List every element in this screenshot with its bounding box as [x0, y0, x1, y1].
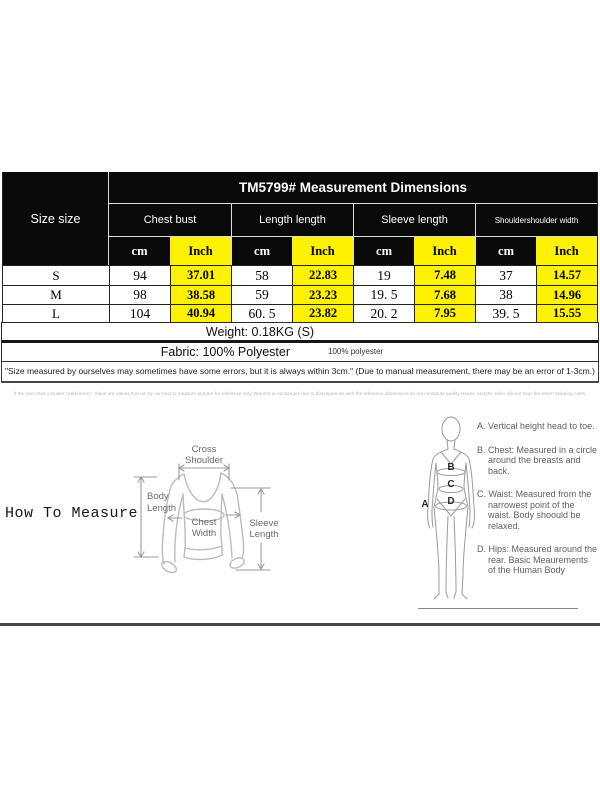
measurement-cell: 94: [109, 265, 170, 285]
measurement-cell: 19. 5: [353, 285, 414, 304]
unit-header-cm: cm: [231, 237, 292, 265]
weight-text: Weight: 0.18KG (S): [205, 324, 315, 339]
measurement-cell: 37: [475, 265, 536, 285]
cross-shoulder-label: Cross: [191, 444, 217, 455]
measurement-cell: 37.01: [170, 265, 231, 285]
fabric-row: [1, 343, 599, 362]
instruction-c: C. Waist: Measured from the narrowest point of the waist. Body shoould be relaxed.: [477, 489, 592, 531]
measurement-cell: 23.23: [292, 285, 353, 304]
measurement-cell: 7.95: [414, 304, 475, 322]
measurement-cell: 104: [109, 304, 170, 322]
chest-width-label: Chest: [191, 517, 217, 528]
sleeve-length-label: Length: [249, 529, 279, 540]
unit-header-cm: cm: [475, 237, 536, 265]
instruction-a: A. Vertical height head to toe.: [477, 421, 595, 431]
unit-header-cm: cm: [353, 237, 414, 265]
measurement-cell: 7.68: [414, 285, 475, 304]
fabric-text: Fabric: 100% Polyester: [160, 344, 291, 359]
unit-header-inch: Inch: [170, 237, 231, 265]
measurement-cell: 23.82: [292, 304, 353, 322]
group-header-sleeve: Sleeve length: [353, 204, 475, 237]
measurement-cell: 19: [353, 265, 414, 285]
size-label: S: [3, 265, 109, 285]
group-header-chest: Chest bust: [109, 204, 231, 237]
garment-measure-diagram: [118, 436, 296, 588]
measurement-cell: 60. 5: [231, 304, 292, 322]
point-c-label: C: [447, 479, 455, 490]
group-header-shoulder: Shouldershoulder width: [475, 204, 597, 237]
size-column-header: Size size: [3, 172, 109, 265]
size-label: M: [3, 285, 109, 304]
measurement-cell: 59: [231, 285, 292, 304]
instructions-underline: [418, 608, 578, 609]
tolerance-note-text: "Size measured by ourselves may sometimes have some errors, but it is always within 3cm." (Due to manual measurement, there may be an error of 1-3cm.): [5, 366, 595, 377]
measurement-table: [2, 172, 598, 322]
point-d-label: D: [447, 496, 455, 507]
measurement-cell: 14.57: [536, 265, 597, 285]
measurement-cell: 22.83: [292, 265, 353, 285]
measurement-cell: 98: [109, 285, 170, 304]
group-header-length: Length length: [231, 204, 353, 237]
measurement-cell: 15.55: [536, 304, 597, 322]
unit-header-inch: Inch: [292, 237, 353, 265]
measurement-cell: 14.96: [536, 285, 597, 304]
body-length-label: Body: [147, 491, 169, 502]
instruction-b: B. Chest: Measured in a circle around the breasts and back.: [477, 444, 598, 476]
fabric-note-text: 100% polyester: [328, 347, 384, 357]
how-to-measure-heading: How To Measure: [5, 505, 139, 522]
size-label: L: [3, 304, 109, 322]
tolerance-note-row: [1, 362, 599, 384]
measurement-cell: 58: [231, 265, 292, 285]
point-b-label: B: [447, 462, 455, 473]
measurement-cell: 20. 2: [353, 304, 414, 322]
measurement-cell: 7.48: [414, 265, 475, 285]
measurement-cell: 38.58: [170, 285, 231, 304]
unit-header-inch: Inch: [414, 237, 475, 265]
measurement-cell: 38: [475, 285, 536, 304]
chest-width-label: Width: [191, 528, 217, 539]
sleeve-length-label: Sleeve: [249, 518, 279, 529]
section-divider-rule: [0, 623, 600, 626]
body-length-label: Length: [147, 503, 177, 514]
unit-header-cm: cm: [109, 237, 170, 265]
unit-header-inch: Inch: [536, 237, 597, 265]
measurement-cell: 40.94: [170, 304, 231, 322]
weight-row: [1, 322, 599, 343]
cross-shoulder-label: Shoulder: [184, 455, 224, 466]
measure-instructions: [477, 421, 598, 589]
measurement-cell: 39. 5: [475, 304, 536, 322]
body-outline-icon: [428, 417, 475, 599]
table-title: TM5799# Measurement Dimensions: [109, 172, 597, 204]
instruction-d: D. Hips: Measured around the rear. Basic Meaurements of the Human Body: [477, 544, 598, 575]
fine-print-disclaimer: If the size chart includes "(reference)", these are values that we try our best to measure and are for reference only. Returns or exchanges due to discrepancies with the reference dimensions do not constitute quality issues, and the seller will not bear the return shipping costs.: [13, 391, 587, 396]
point-a-label: A: [421, 499, 429, 510]
body-figure-diagram: [415, 415, 485, 605]
